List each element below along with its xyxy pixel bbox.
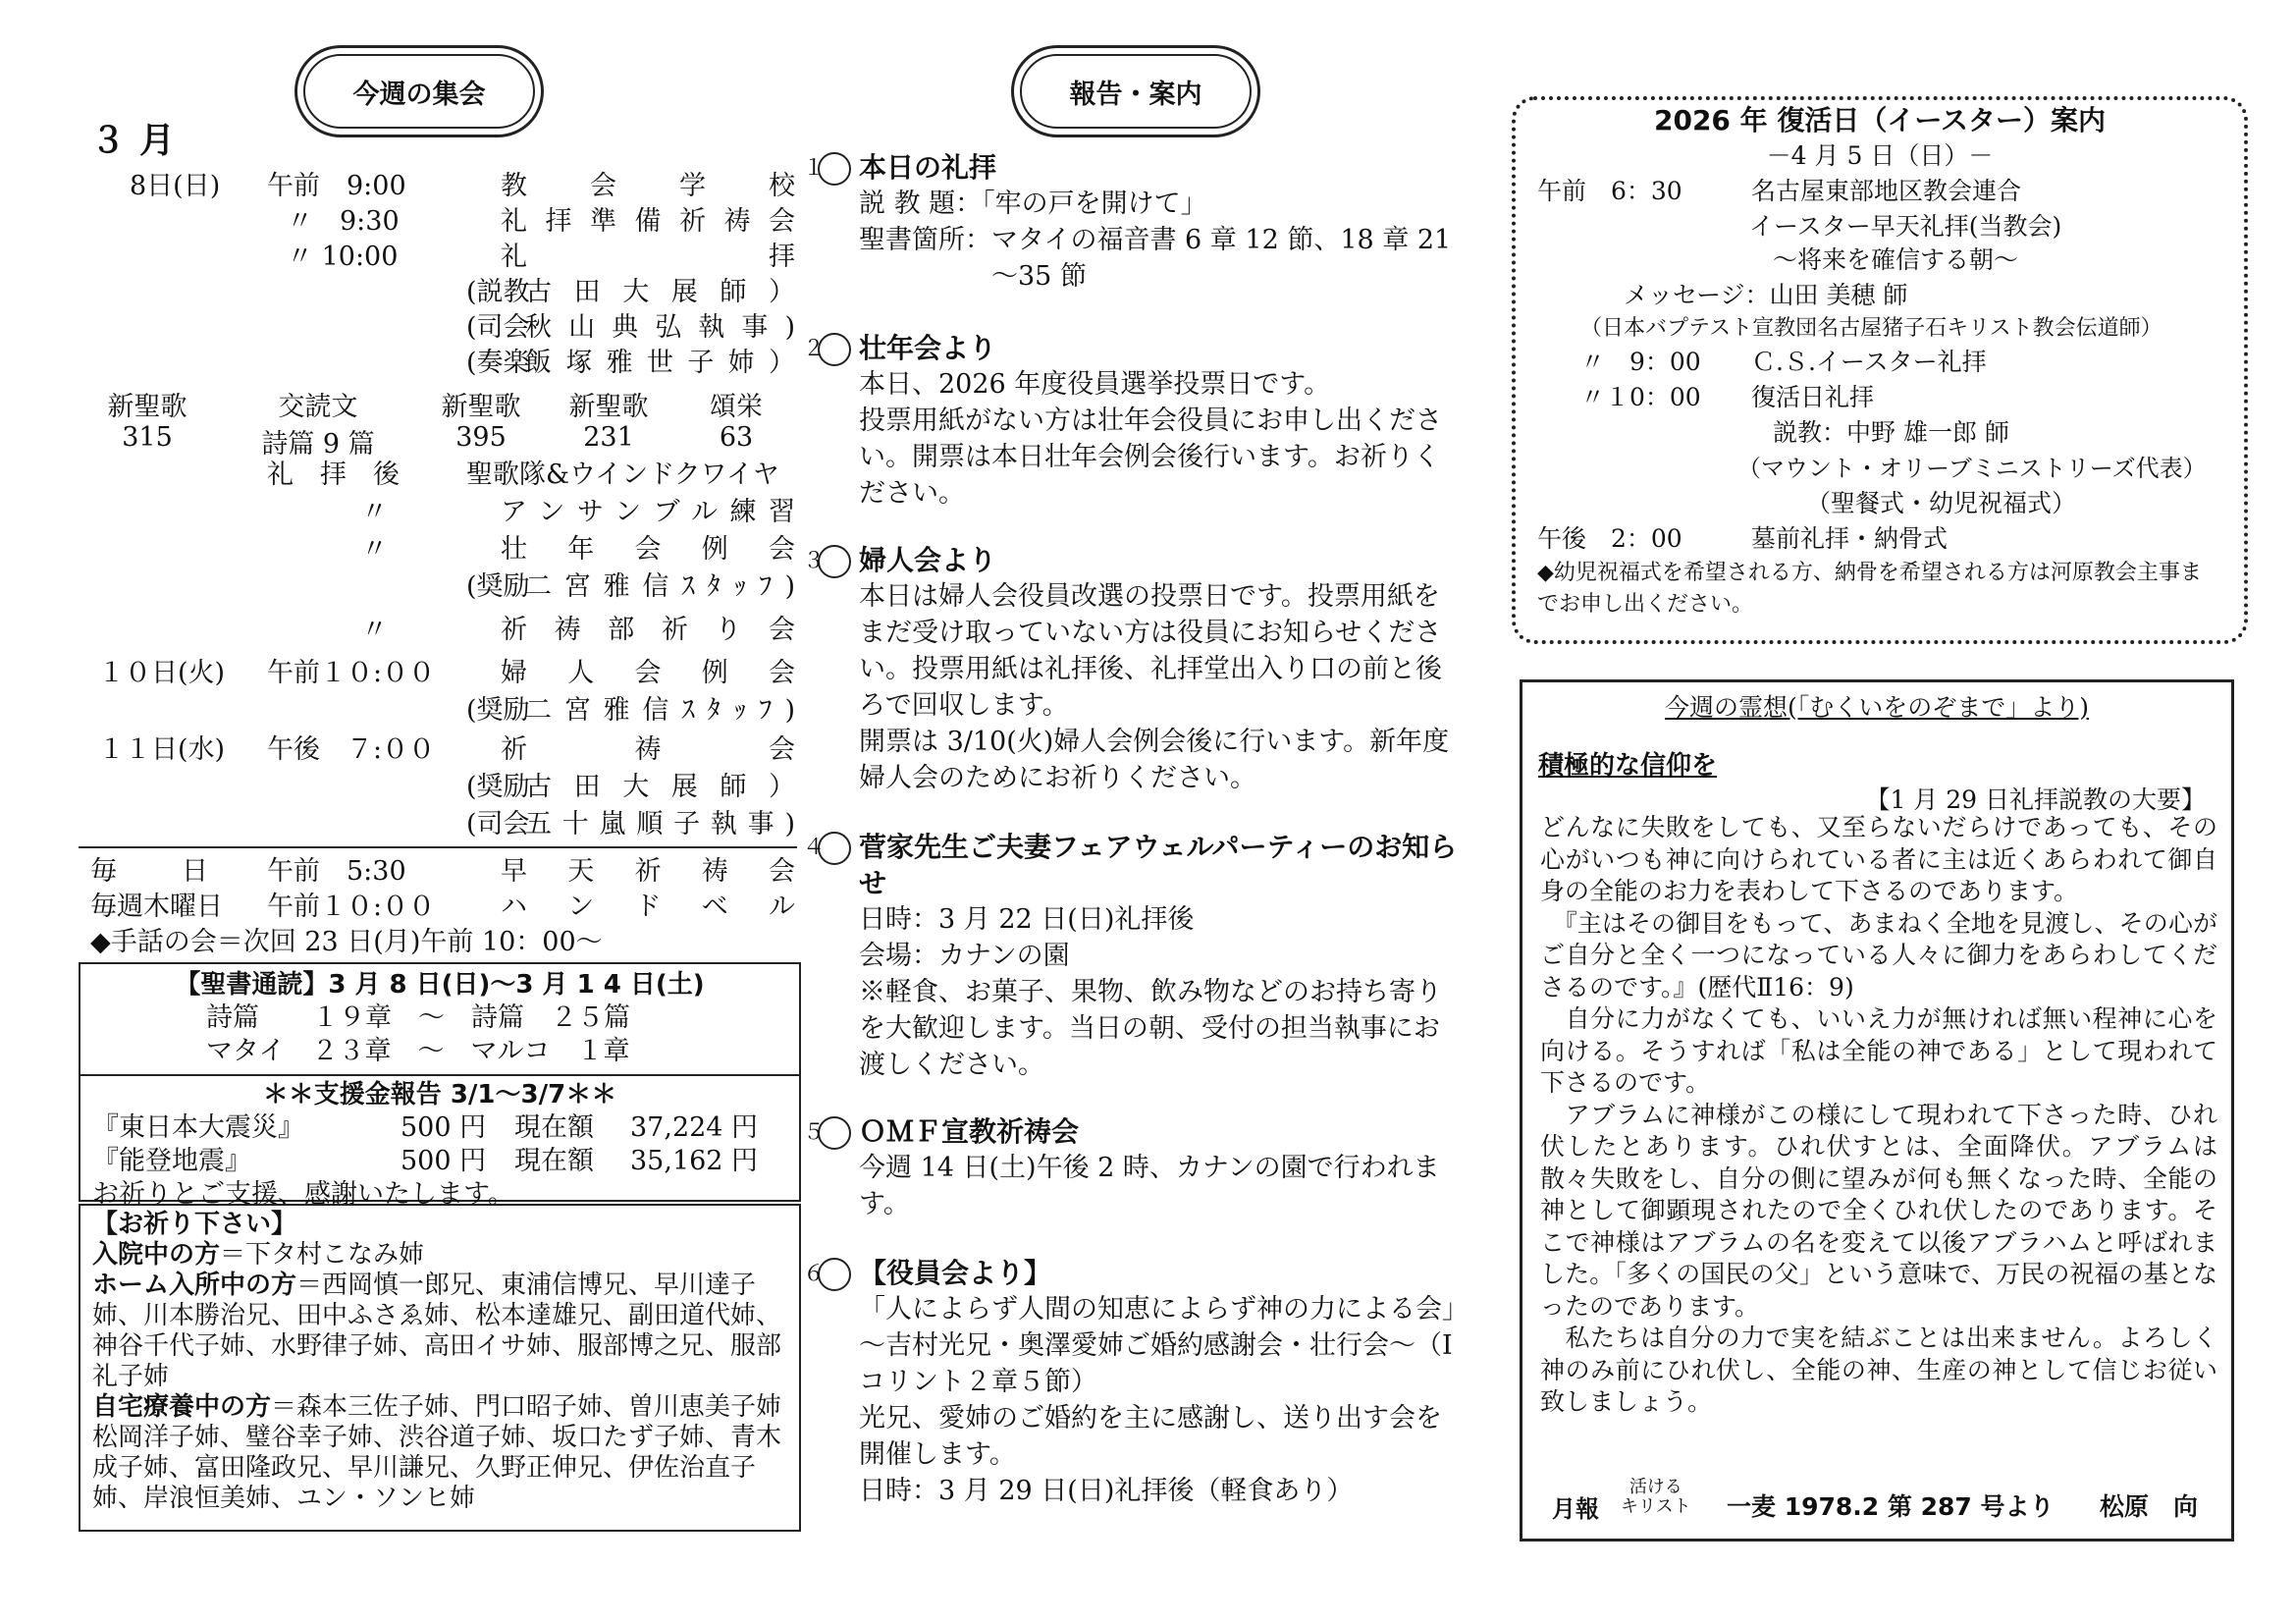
meditation-title: 積極的な信仰を (1538, 751, 1718, 781)
prayer-box (79, 1204, 801, 1532)
report-line: 投票用紙がない方は壮年会役員にお申し出ください。開票は本日壮年会例会後行います。お祈りください。 (859, 406, 1442, 509)
report-section (802, 330, 1466, 512)
easter-time: 午前 6：30 (1537, 177, 1682, 205)
hymn-number: 詩篇 9 篇 (261, 429, 375, 460)
easter-time: 午後 2：00 (1537, 524, 1682, 553)
hymn-label: 頌栄 (710, 392, 763, 422)
schedule-detail: (奨励 二宮雅信ｽﾀｯﾌ) (466, 695, 795, 726)
number-badge: ２ (818, 333, 851, 366)
schedule-row: 〃 9:30 礼拝準備祈祷会 (287, 206, 795, 237)
meditation-paragraph: どんなに失敗をしても、又至らないだらけであっても、その心がいつも神に向けられている者に主は近くあらわれて御自身の全能のお力を表わして下さるのであります。 (1540, 813, 2217, 905)
schedule-row: １１日(水) 午後 ７:００ 祈祷会 (98, 734, 795, 765)
easter-event: 名古屋東部地区教会連合 (1751, 177, 2022, 205)
header-reports: 報告・案内 (1011, 45, 1260, 137)
report-line: ～35 節 (859, 261, 1087, 292)
meditation-body (1540, 812, 2217, 1419)
easter-event: イースター早天礼拝(当教会) (1749, 212, 2062, 241)
hymn-label: 新聖歌 (568, 392, 649, 422)
reading-title: 【聖書通読】3 月 8 日(日)～3 月 1 4 日(土) (175, 970, 705, 1000)
easter-event: Ｃ.Ｓ.イースター礼拝 (1751, 348, 1987, 376)
easter-time: 〃 9：00 (1580, 348, 1701, 376)
hymn-label: 交読文 (278, 392, 358, 422)
report-line: 聖書箇所：マタイの福音書 6 章 12 節、18 章 21 (859, 225, 1452, 255)
home-care-label: 自宅療養中の方 (92, 1392, 272, 1422)
support-thanks: お祈りとご支援、感謝いたします。 (92, 1179, 514, 1210)
divider (79, 846, 797, 848)
regular-row: 毎 日 午前 5:30 早天祈祷会 (90, 856, 795, 887)
report-line: 日時：3 月 29 日(日)礼拝後（軽食あり） (859, 1476, 1354, 1506)
report-title: 本日の礼拝 (859, 151, 997, 184)
meditation-heading: 今週の霊想(「むくいをのぞまで」より) (1664, 693, 2089, 722)
support-title: ＊＊支援金報告 3/1～3/7＊＊ (262, 1080, 617, 1109)
schedule-row: 〃 10:00 礼拝 (287, 242, 795, 272)
hymn-number: 63 (719, 422, 754, 453)
report-section (802, 1255, 1466, 1509)
report-line: ※軽食、お菓子、果物、飲み物などのお持ち寄りを大歓迎します。当日の朝、受付の担当執事にお渡しください。 (859, 977, 1442, 1080)
report-line: 開票は 3/10(火)婦人会例会後に行います。新年度婦人会のためにお祈りください。 (859, 727, 1450, 793)
schedule-row: 8日(日) 午前 9:00 教会学校 (130, 171, 795, 201)
support-row: 『能登地震』 500 円 現在額 35,162 円 (92, 1146, 759, 1176)
reading-line: マタイ ２３章 ～ マルコ １章 (206, 1036, 630, 1066)
easter-event: 復活日礼拝 (1751, 383, 1875, 411)
hymn-number: 315 (122, 422, 173, 453)
report-line: 「人によらず人間の知恵によらず神の力による会」～吉村光兄・奥澤愛姉ご婚約感謝会・壮行会～（Ⅰコリント２章５節） (859, 1294, 1456, 1397)
easter-subtitle: ～将来を確信する朝～ (1773, 245, 2019, 274)
home-list: ＝西岡慎一郎兄、東浦信博兄、早川達子姉、川本勝治兄、田中ふさゑ姉、松本達雄兄、副田道代姉、神谷千代子姉、水野律子姉、高田イサ姉、服部博之兄、服部礼子姉 (92, 1271, 782, 1391)
report-line: 光兄、愛姉のご婚約を主に感謝し、送り出す会を開催します。 (859, 1403, 1442, 1470)
schedule-row: 〃 壮年会例会 (361, 534, 795, 565)
meditation-footer: 月報 活ける キリスト 一麦 1978.2 第 287 号より 松原 向 (1552, 1477, 2199, 1523)
easter-message-org: （日本バプテスト宣教団名古屋猪子石キリスト教会伝道師） (1580, 316, 2163, 341)
report-title: 菅家先生ご夫妻フェアウェルパーティーのお知らせ (859, 831, 1458, 899)
meditation-paragraph: 『主はその御目をもって、あまねく全地を見渡し、その心がご自分と全く一つになっている人々に御力をあらわしてくださるのです。』(歴代Ⅱ16：9) (1540, 908, 2217, 1001)
report-title: 壮年会より (859, 332, 997, 364)
report-section (802, 1113, 1466, 1222)
hymn-number: 395 (455, 422, 507, 453)
easter-date: －4 月 5 日（日）－ (1766, 141, 1994, 170)
meditation-paragraph: アブラムに神様がこの様にして現われて下さった時、ひれ伏したとあります。ひれ伏すとは、全面降伏。アブラムは散々失敗をし、自分の側に望みが何も無くなった時、全能の神として御顕現されたので全くひれ伏したのであります。そこで神様はアブラムの名を変えて以後アブラハムと呼ばれました。「多くの国民の父」という意味で、万民の祝福の基となったのであります。 (1540, 1100, 2217, 1321)
easter-sermon-org: （マウント・オリーブミニストリーズ代表） (1737, 455, 2207, 482)
reading-line: 詩篇 １９章 ～ 詩篇 ２５篇 (206, 1002, 630, 1033)
number-badge: ３ (818, 545, 851, 578)
easter-time: 〃１0：00 (1580, 383, 1701, 411)
schedule-detail: (説教 古田大展師） (466, 277, 795, 307)
number-badge: ６ (818, 1258, 851, 1291)
sign-language-note: ◆手話の会＝次回 23 日(月)午前 10：00～ (90, 927, 603, 957)
schedule-detail: (奨励 古田大展師） (466, 772, 795, 802)
home-care-list: ＝森本三佐子姉、門口昭子姉、曽川恵美子姉松岡洋子姉、璧谷幸子姉、渋谷道子姉、坂口たず子姉、青木成子姉、富田隆政兄、早川謙兄、久野正伸兄、伊佐治直子姉、岸浪恒美姉、ユン・ソンヒ姉 (92, 1392, 782, 1513)
month-label: ３月 (90, 121, 189, 161)
meditation-source: 【1 月 29 日礼拝説教の大要】 (1865, 785, 2206, 814)
meditation-box (1520, 679, 2234, 1542)
schedule-detail: (奏楽 飯塚雅世子姉） (466, 348, 795, 378)
report-line: 会場：カナンの園 (859, 941, 1070, 971)
number-badge: ４ (818, 832, 851, 865)
schedule-row: 礼 拝 後 聖歌隊&ウインドクワイヤ (267, 460, 779, 490)
report-section (802, 829, 1466, 1083)
hospital-list: ＝下タ村こなみ姉 (220, 1240, 425, 1270)
meditation-paragraph: 私たちは自分の力で実を結ぶことは出来ません。よろしく神のみ前にひれ伏し、全能の神、生産の神として信じお従い致しましょう。 (1540, 1324, 2217, 1416)
meditation-paragraph: 自分に力がなくても、いいえ力が無ければ無い程神に心を向ける。そうすれば「私は全能の神である」として現われて下さるのです。 (1540, 1004, 2217, 1097)
regular-row: 毎週木曜日 午前１０:００ ハンドベル (90, 892, 795, 922)
report-title: 【役員会より】 (859, 1257, 1052, 1289)
easter-sermon: 説教：中野 雄一郎 師 (1773, 418, 2009, 447)
schedule-row: 〃 アンサンブル練習 (361, 497, 795, 527)
report-section (802, 542, 1466, 796)
report-line: 今週 14 日(土)午後 2 時、カナンの園で行われます。 (859, 1153, 1440, 1219)
reading-support-box (79, 962, 801, 1210)
easter-event: 墓前礼拝・納骨式 (1751, 524, 1949, 553)
prayer-title: 【お祈り下さい】 (92, 1210, 297, 1239)
hospital-label: 入院中の方 (92, 1240, 221, 1270)
report-line: 本日、2026 年度役員選挙投票日です。 (859, 369, 1331, 400)
hymn-number: 231 (583, 422, 634, 453)
report-line: 本日は婦人会役員改選の投票日です。投票用紙をまだ受け取っていない方は役員にお知らせください。投票用紙は礼拝後、礼拝堂出入り口の前と後ろで回収します。 (859, 581, 1442, 721)
schedule-detail: (司会 秋山典弘執事) (466, 312, 795, 343)
number-badge: １ (818, 152, 851, 186)
schedule-detail: (奨励 二宮雅信ｽﾀｯﾌ) (466, 571, 795, 602)
easter-message: メッセージ：山田 美穂 師 (1624, 281, 1908, 309)
report-section (802, 149, 1466, 295)
header-weekly-meetings: 今週の集会 (294, 45, 544, 137)
schedule-row: １０日(火) 午前１０:００ 婦人会例会 (98, 658, 795, 688)
schedule-row: 〃 祈祷部祈り会 (361, 615, 795, 645)
report-line: 説 教 題：「牢の戸を開けて」 (859, 189, 1207, 219)
home-label: ホーム入所中の方 (92, 1271, 297, 1300)
report-title: ＯＭＦ宣教祈祷会 (859, 1115, 1080, 1148)
hymn-label: 新聖歌 (441, 392, 521, 422)
number-badge: ５ (818, 1116, 851, 1150)
support-row: 『東日本大震災』 500 円 現在額 37,224 円 (92, 1112, 759, 1143)
hymn-label: 新聖歌 (107, 392, 187, 422)
easter-box (1512, 96, 2248, 644)
report-line: 日時：3 月 22 日(日)礼拝後 (859, 904, 1195, 935)
schedule-detail: (司会 五十嵐順子執事) (466, 809, 795, 839)
easter-sacrament: （聖餐式・幼児祝福式） (1806, 489, 2077, 517)
easter-title: 2026 年 復活日（イースター）案内 (1653, 104, 2107, 136)
easter-note: ◆幼児祝福式を希望される方、納骨を希望される方は河原教会主事までお申し出ください。 (1537, 561, 2202, 617)
report-title: 婦人会より (859, 544, 997, 576)
